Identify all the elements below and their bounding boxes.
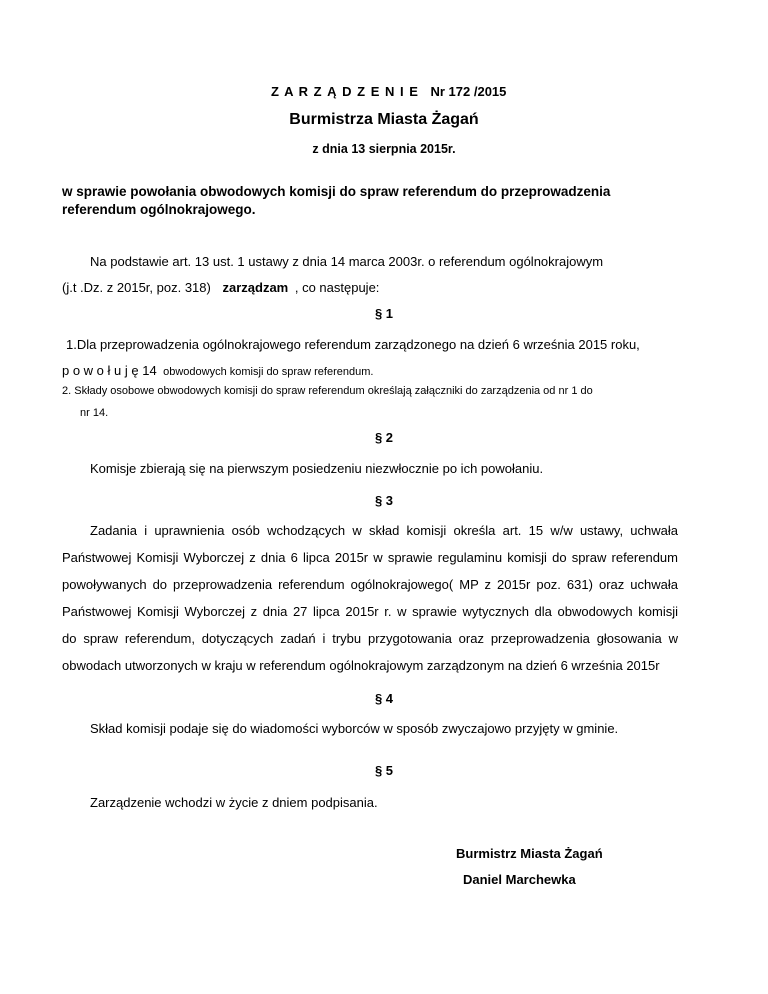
appoint-verb: p o w o ł u j ę 14 bbox=[62, 363, 157, 378]
document-number: Nr 172 /2015 bbox=[430, 84, 507, 99]
section-4-text: Skład komisji podaje się do wiadomości wyborców w sposób zwyczajowo przyjęty w gminie. bbox=[90, 721, 619, 736]
intro-line-2 bbox=[62, 280, 379, 295]
section-4-heading: § 4 bbox=[374, 691, 394, 706]
section-1-heading: § 1 bbox=[374, 306, 394, 321]
subject-line-1: w sprawie powołania obwodowych komisji do spraw referendum do przeprowadzenia bbox=[62, 184, 611, 199]
signature-name: Daniel Marchewka bbox=[463, 872, 576, 887]
decree-verb: zarządzam bbox=[222, 280, 289, 295]
section-1-point-2-end: nr 14. bbox=[80, 407, 109, 419]
section-3-line-2: Państwowej Komisji Wyborczej z dnia 6 lipca 2015r w sprawie regulaminu komisji do spraw referendum bbox=[62, 550, 678, 565]
appoint-rest: obwodowych komisji do spraw referendum. bbox=[163, 366, 374, 378]
subject-line-2: referendum ogólnokrajowego. bbox=[62, 202, 256, 217]
section-1-point-1: 1.Dla przeprowadzenia ogólnokrajowego referendum zarządzonego na dzień 6 września 2015 roku, bbox=[66, 337, 640, 352]
document-title bbox=[271, 84, 506, 99]
intro-ending: , co następuje: bbox=[294, 280, 380, 295]
section-1-appoint bbox=[62, 362, 373, 380]
title-spaced: Z A R Z Ą D Z E N I E bbox=[271, 84, 419, 99]
section-2-text: Komisje zbierają się na pierwszym posiedzeniu niezwłocznie po ich powołaniu. bbox=[90, 461, 544, 476]
section-5-heading: § 5 bbox=[374, 763, 394, 778]
issuer: Burmistrza Miasta Żagań bbox=[289, 111, 479, 128]
intro-line-1: Na podstawie art. 13 ust. 1 ustawy z dnia 14 marca 2003r. o referendum ogólnokrajowym bbox=[90, 254, 604, 269]
legal-basis: (j.t .Dz. z 2015r, poz. 318) bbox=[62, 280, 211, 295]
signature-title: Burmistrz Miasta Żagań bbox=[456, 846, 603, 861]
section-3-line-4: Państwowej Komisji Wyborczej z dnia 27 lipca 2015r r. w sprawie wytycznych dla obwodowych komisji bbox=[62, 604, 678, 619]
section-3-line-3: powoływanych do przeprowadzenia referendum ogólnokrajowego( MP z 2015r poz. 631) oraz uchwała bbox=[62, 577, 678, 592]
section-1-point-2: 2. Składy osobowe obwodowych komisji do spraw referendum określają załączniki do zarządzenia od nr 1 do bbox=[62, 385, 593, 397]
section-3-line-6: obwodach utworzonych w kraju w referendum ogólnokrajowym zarządzonym na dzień 6 września 2015r bbox=[62, 658, 660, 673]
section-3-heading: § 3 bbox=[374, 493, 394, 508]
section-5-text: Zarządzenie wchodzi w życie z dniem podpisania. bbox=[90, 795, 378, 810]
section-3-line-5: do spraw referendum, dotyczących zadań i trybu przygotowania oraz przeprowadzenia głosowania w bbox=[62, 631, 678, 646]
section-2-heading: § 2 bbox=[374, 430, 394, 445]
section-3-line-1: Zadania i uprawnienia osób wchodzących w skład komisji określa art. 15 w/w ustawy, uchwała bbox=[90, 523, 678, 538]
document-date: z dnia 13 sierpnia 2015r. bbox=[312, 142, 456, 156]
